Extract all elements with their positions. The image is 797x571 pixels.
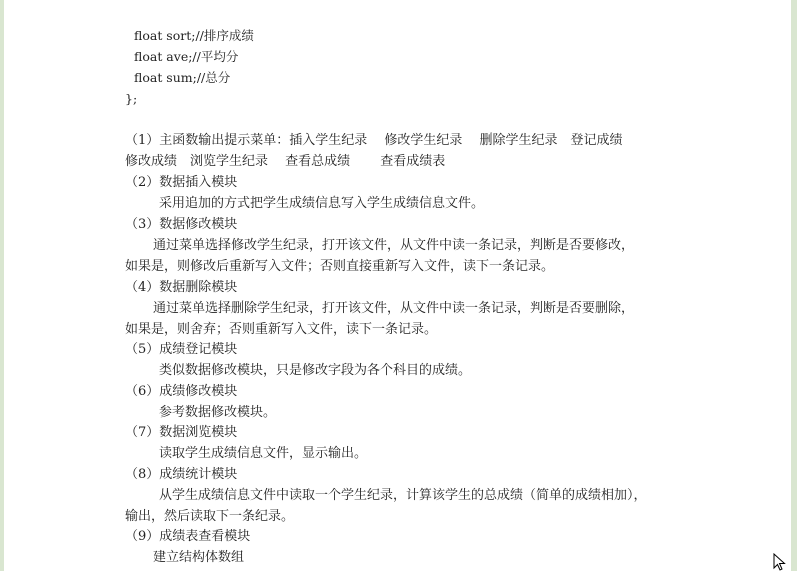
section-8-body: 从学生成绩信息文件中读取一个学生纪录，计算该学生的总成绩（简单的成绩相加）， xyxy=(159,488,647,503)
section-3-heading: （3）数据修改模块 xyxy=(125,217,238,232)
window-edge xyxy=(791,0,797,571)
section-2-body: 采用追加的方式把学生成绩信息写入学生成绩信息文件。 xyxy=(159,196,485,211)
section-6-body: 参考数据修改模块。 xyxy=(159,405,277,420)
code-line: float ave;//平均分 xyxy=(134,49,239,64)
section-7-heading: （7）数据浏览模块 xyxy=(125,425,238,440)
section-4-body-cont: 如果是，则舍弃；否则重新写入文件，读下一条记录。 xyxy=(125,322,438,337)
section-6-heading: （6）成绩修改模块 xyxy=(125,384,238,399)
section-8-heading: （8）成绩统计模块 xyxy=(125,467,238,482)
section-9-body: 建立结构体数组 xyxy=(153,550,245,565)
section-4-body: 通过菜单选择删除学生纪录，打开该文件，从文件中读一条记录，判断是否要删除， xyxy=(153,301,635,316)
section-2-heading: （2）数据插入模块 xyxy=(125,175,238,190)
section-9-heading: （9）成绩表查看模块 xyxy=(125,529,251,544)
section-3-body-cont: 如果是，则修改后重新写入文件；否则直接重新写入文件，读下一条记录。 xyxy=(125,259,555,274)
mouse-pointer-icon xyxy=(773,553,787,571)
code-line: }; xyxy=(125,91,138,106)
code-line: float sort;//排序成绩 xyxy=(134,28,254,43)
section-5-heading: （5）成绩登记模块 xyxy=(125,342,238,357)
section-1-text-cont: 修改成绩 浏览学生纪录 查看总成绩 查看成绩表 xyxy=(125,154,446,169)
section-3-body: 通过菜单选择修改学生纪录，打开该文件，从文件中读一条记录，判断是否要修改， xyxy=(153,238,635,253)
section-5-body: 类似数据修改模块，只是修改字段为各个科目的成绩。 xyxy=(159,363,472,378)
section-8-body-cont: 输出，然后读取下一条纪录。 xyxy=(125,509,295,524)
document-page xyxy=(4,0,791,571)
section-1-text: （1）主函数输出提示菜单：插入学生纪录 修改学生纪录 删除学生纪录 登记成绩 xyxy=(125,133,623,148)
section-7-body: 读取学生成绩信息文件，显示输出。 xyxy=(159,446,368,461)
section-4-heading: （4）数据删除模块 xyxy=(125,280,238,295)
code-line: float sum;//总分 xyxy=(134,70,231,85)
